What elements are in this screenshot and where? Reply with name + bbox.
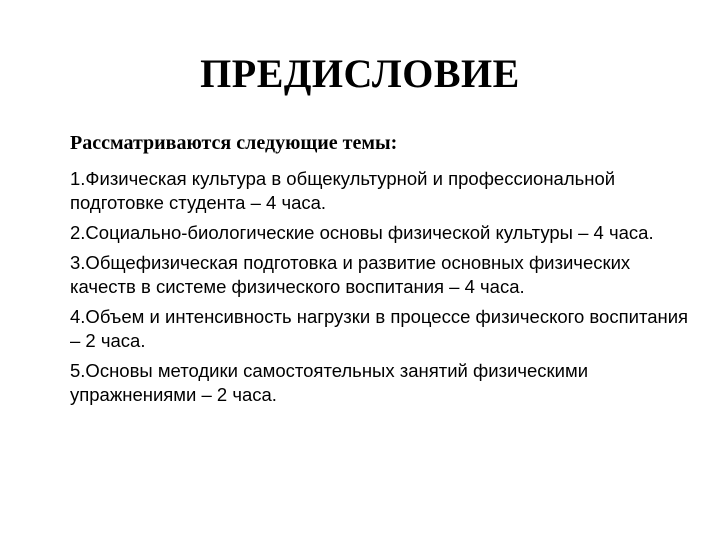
topic-item-3: 3.Общефизическая подготовка и развитие основных физических качеств в системе физического воспитания – 4 часа. (70, 252, 631, 297)
intro-text: Рассматриваются следующие темы: (70, 132, 398, 154)
slide-title: ПРЕДИСЛОВИЕ (200, 51, 520, 96)
slide-body (70, 131, 690, 413)
topic-item-4: 4.Объем и интенсивность нагрузки в процессе физического воспитания – 2 часа. (70, 306, 689, 351)
topic-item-5: 5.Основы методики самостоятельных занятий физическими упражнениями – 2 часа. (70, 360, 589, 405)
topic-item-1: 1.Физическая культура в общекультурной и профессиональной подготовке студента – 4 часа. (70, 168, 616, 213)
topic-item-2: 2.Социально-биологические основы физической культуры – 4 часа. (70, 222, 654, 243)
